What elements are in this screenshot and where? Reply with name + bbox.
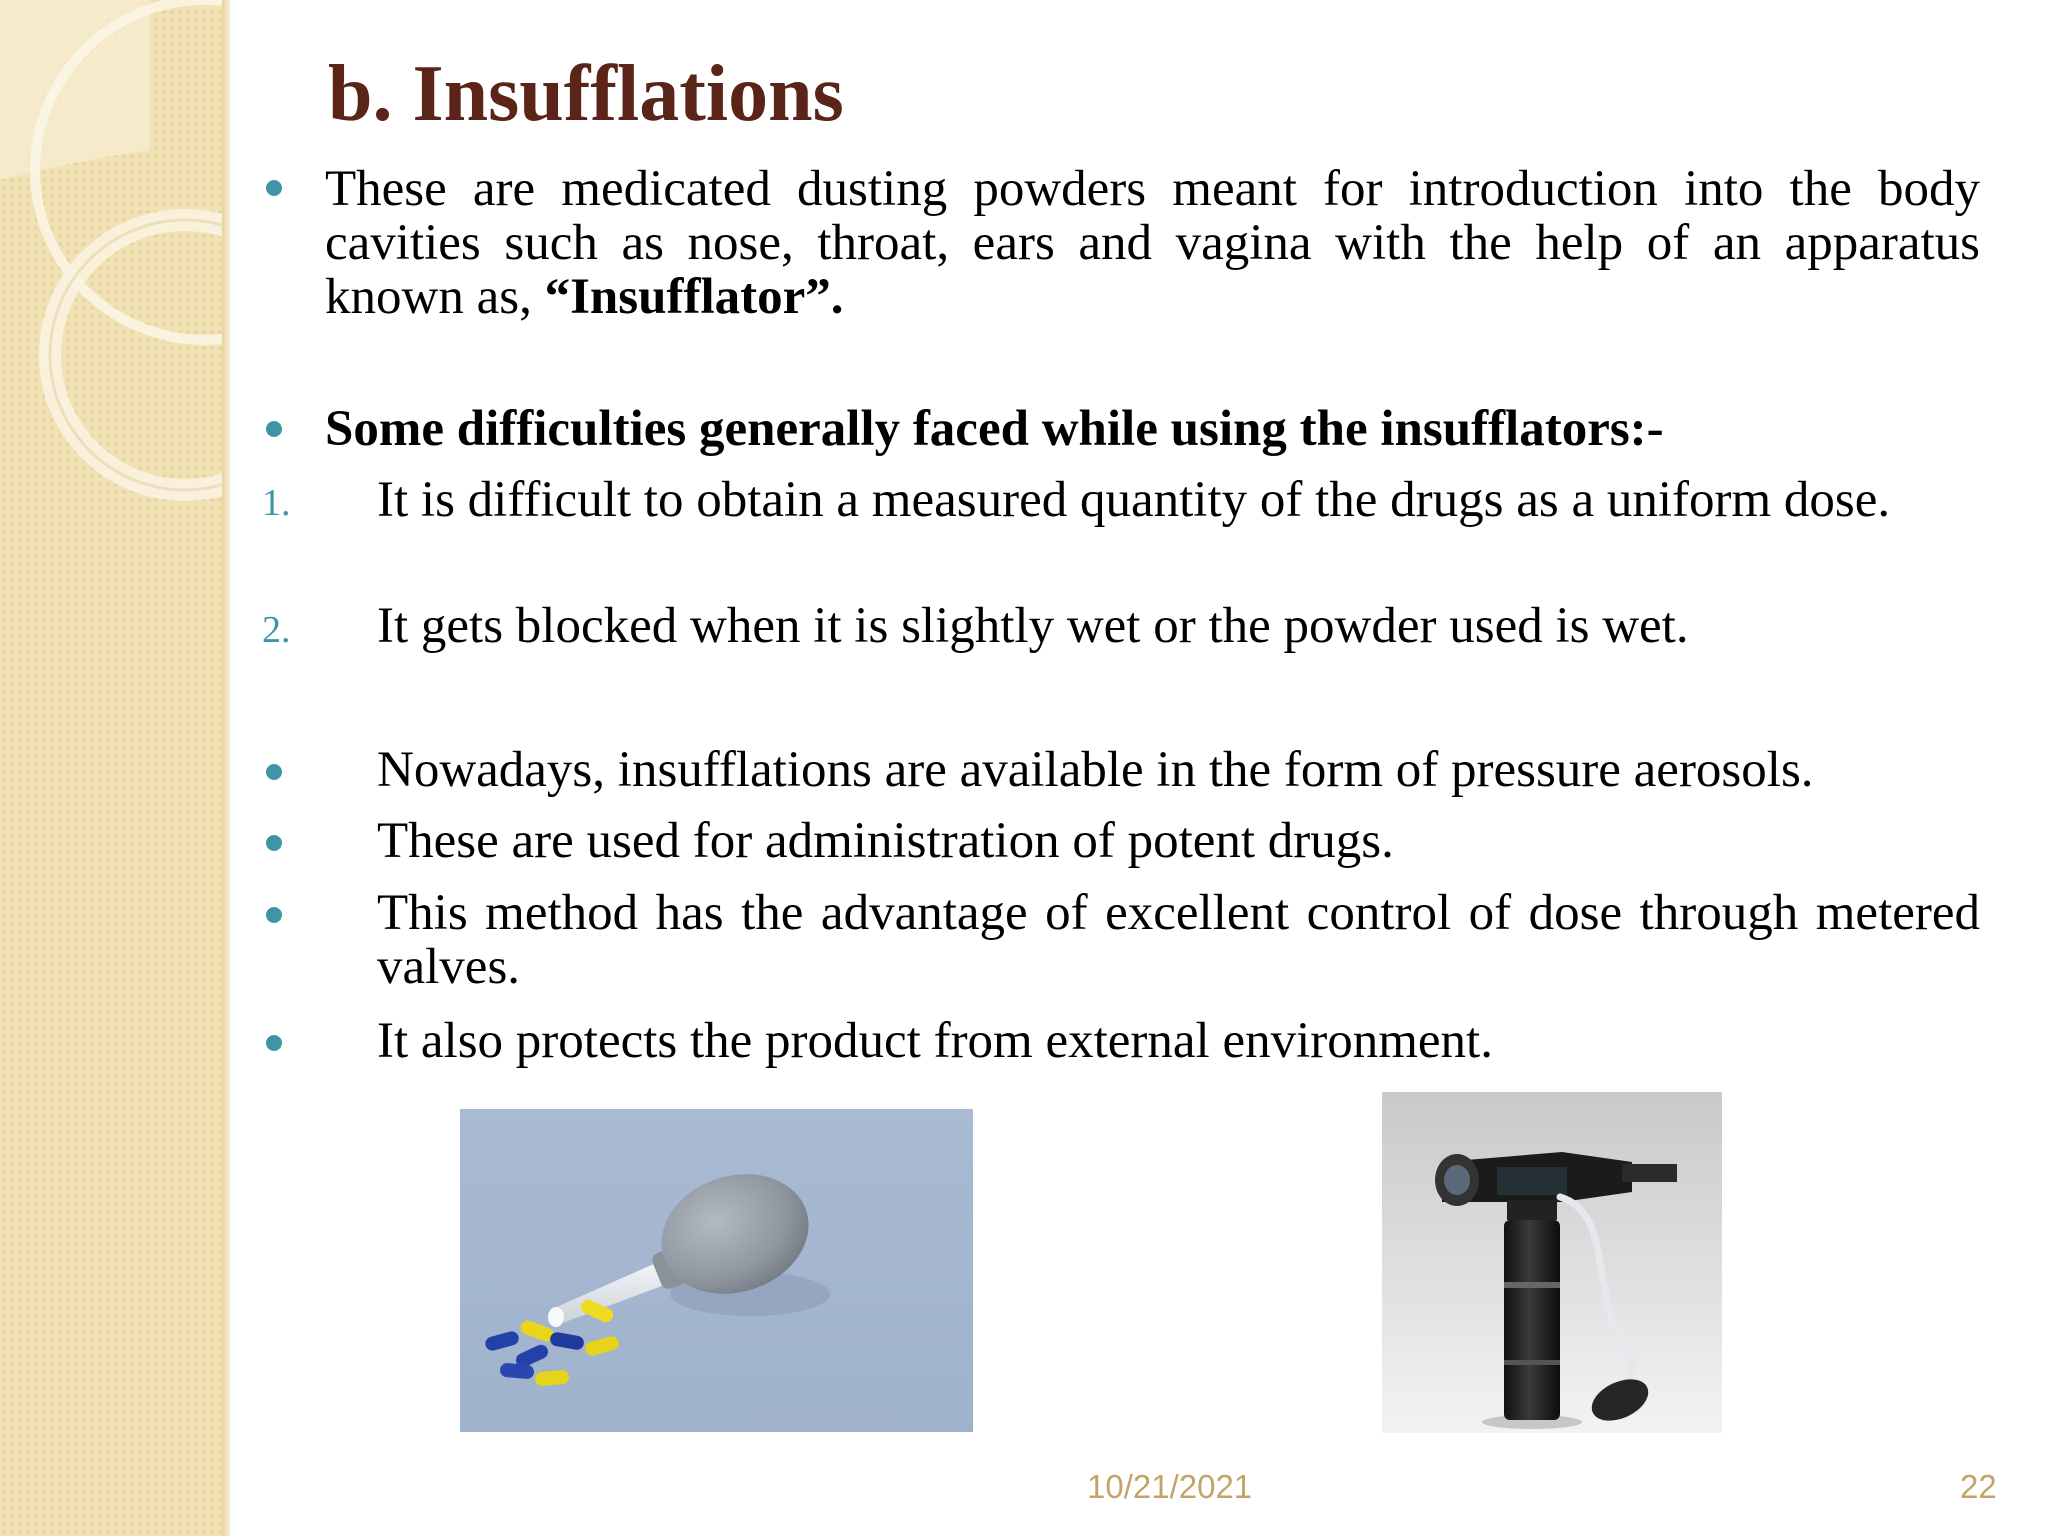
otoscope-icon xyxy=(1382,1092,1722,1433)
bullet-icon xyxy=(266,421,282,437)
otoscope-insufflator-photo xyxy=(1382,1092,1722,1433)
point-item: It also protects the product from external environment. xyxy=(377,1013,1493,1069)
insufflator-term: “Insufflator”. xyxy=(544,269,844,325)
bullet-icon xyxy=(266,835,282,851)
difficulty-item: It is difficult to obtain a measured quantity of the drugs as a uniform dose. xyxy=(377,472,1891,528)
difficulties-heading: Some difficulties generally faced while using the insufflators:- xyxy=(325,401,1664,457)
rubber-bulb-icon xyxy=(460,1109,973,1432)
bullet-icon xyxy=(266,764,282,780)
insufflator-bulb-photo xyxy=(460,1109,973,1432)
decorative-rings-icon xyxy=(0,0,228,520)
bullet-icon xyxy=(266,180,282,196)
intro-text: These are medicated dusting powders meant for introduction into the body cavities such as nose, throat, ears and vagina with the help of an apparatus known as, xyxy=(325,161,1980,325)
slide-title: b. Insufflations xyxy=(328,50,844,138)
list-number: 2. xyxy=(262,609,291,651)
point-item: Nowadays, insufflations are available in the form of pressure aerosols. xyxy=(377,742,1814,798)
intro-paragraph xyxy=(325,162,1980,324)
list-number: 1. xyxy=(262,482,291,524)
point-item: These are used for administration of potent drugs. xyxy=(377,813,1394,869)
bullet-icon xyxy=(266,1035,282,1051)
difficulty-item: It gets blocked when it is slightly wet or the powder used is wet. xyxy=(377,598,1689,654)
sidebar-pattern xyxy=(0,0,228,1536)
footer-date: 10/21/2021 xyxy=(1087,1468,1253,1505)
page-number: 22 xyxy=(1960,1468,1997,1505)
point-item: This method has the advantage of excellent control of dose through metered valves. xyxy=(377,885,1980,995)
sidebar-edge xyxy=(222,0,230,1536)
bullet-icon xyxy=(266,907,282,923)
